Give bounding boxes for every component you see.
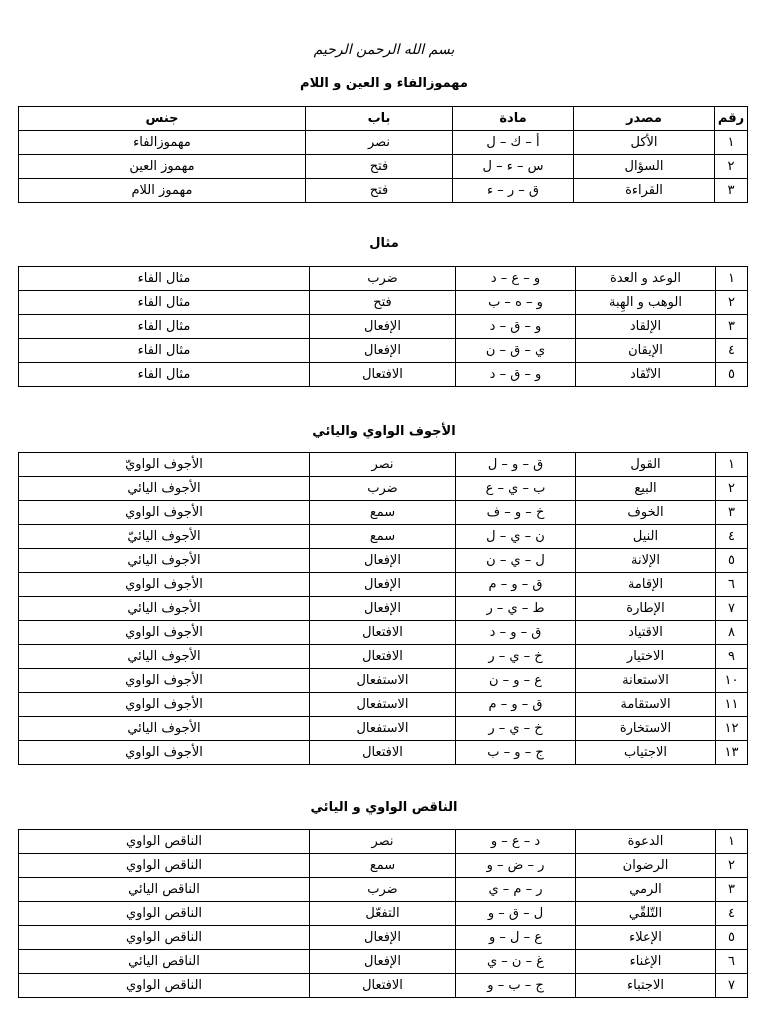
material-cell: ل – ق – و <box>456 902 576 926</box>
table-body <box>19 131 748 203</box>
table-mithal <box>18 266 748 387</box>
material-cell: ع – و – ن <box>456 669 576 693</box>
bab-cell: الافتعال <box>310 621 456 645</box>
row-number: ٢ <box>716 291 748 315</box>
bab-cell: الإفعال <box>310 926 456 950</box>
bab-cell: الاستفعال <box>310 669 456 693</box>
bab-cell: الافتعال <box>310 741 456 765</box>
table-row <box>19 291 748 315</box>
row-number: ٩ <box>716 645 748 669</box>
table-row <box>19 693 748 717</box>
genus-cell: مثال الفاء <box>19 363 310 387</box>
row-number: ٤ <box>716 339 748 363</box>
source-cell: الاستعانة <box>576 669 716 693</box>
row-number: ٨ <box>716 621 748 645</box>
table-row <box>19 950 748 974</box>
material-cell: ن – ي – ل <box>456 525 576 549</box>
material-cell: س – ء – ل <box>453 155 574 179</box>
bab-cell: سمع <box>310 854 456 878</box>
bab-cell: الافتعال <box>310 363 456 387</box>
row-number: ٥ <box>716 363 748 387</box>
row-number: ٣ <box>716 878 748 902</box>
source-cell: الدعوة <box>576 830 716 854</box>
table-row <box>19 525 748 549</box>
row-number: ١٢ <box>716 717 748 741</box>
source-cell: الاختيار <box>576 645 716 669</box>
bab-cell: الإفعال <box>310 315 456 339</box>
table-body <box>19 267 748 387</box>
row-number: ١٠ <box>716 669 748 693</box>
row-number: ٣ <box>716 315 748 339</box>
table-hamza <box>18 106 748 203</box>
material-cell: ق – و – م <box>456 573 576 597</box>
genus-cell: مثال الفاء <box>19 339 310 363</box>
genus-cell: الأجوف اليائيّ <box>19 525 310 549</box>
table-row <box>19 453 748 477</box>
row-number: ٢ <box>715 155 748 179</box>
section-title-hamza: مهموزالفاء و العين و اللام <box>300 76 468 91</box>
material-cell: ع – ل – و <box>456 926 576 950</box>
material-cell: و – ق – د <box>456 363 576 387</box>
source-cell: الرمي <box>576 878 716 902</box>
table-row <box>19 854 748 878</box>
genus-cell: مثال الفاء <box>19 315 310 339</box>
material-cell: ق – ر – ء <box>453 179 574 203</box>
row-number: ٤ <box>716 525 748 549</box>
source-cell: الاتّقاد <box>576 363 716 387</box>
row-number: ٥ <box>716 926 748 950</box>
bab-cell: الاستفعال <box>310 717 456 741</box>
material-cell: خ – و – ف <box>456 501 576 525</box>
genus-cell: الأجوف اليائي <box>19 597 310 621</box>
material-cell: و – ه – ب <box>456 291 576 315</box>
section-title-naqis: الناقص الواوي و اليائي <box>310 800 458 815</box>
material-cell: د – ع – و <box>456 830 576 854</box>
genus-cell: الناقص الواوي <box>19 926 310 950</box>
genus-cell: الأجوف اليائي <box>19 477 310 501</box>
row-number: ٣ <box>716 501 748 525</box>
material-cell: ي – ق – ن <box>456 339 576 363</box>
bab-cell: فتح <box>306 155 453 179</box>
source-cell: الاستخارة <box>576 717 716 741</box>
genus-cell: الأجوف الواوي <box>19 501 310 525</box>
table-naqis <box>18 829 748 998</box>
bab-cell: سمع <box>310 525 456 549</box>
genus-cell: مهموز العين <box>19 155 306 179</box>
table-row <box>19 131 748 155</box>
bab-cell: الإفعال <box>310 950 456 974</box>
genus-cell: الأجوف الواويّ <box>19 453 310 477</box>
row-number: ١ <box>716 267 748 291</box>
table-row <box>19 267 748 291</box>
table-body <box>19 453 748 765</box>
material-cell: ق – و – م <box>456 693 576 717</box>
material-cell: ق – و – ل <box>456 453 576 477</box>
row-number: ١ <box>716 453 748 477</box>
source-cell: القول <box>576 453 716 477</box>
table-row <box>19 974 748 998</box>
genus-cell: الأجوف الواوي <box>19 669 310 693</box>
source-cell: الإيقان <box>576 339 716 363</box>
row-number: ١ <box>716 830 748 854</box>
bab-cell: الإفعال <box>310 597 456 621</box>
row-number: ٢ <box>716 477 748 501</box>
source-cell: النيل <box>576 525 716 549</box>
table-row <box>19 902 748 926</box>
row-number: ٧ <box>716 597 748 621</box>
bab-cell: ضرب <box>310 878 456 902</box>
bab-cell: نصر <box>310 830 456 854</box>
bab-cell: الإفعال <box>310 339 456 363</box>
source-cell: الوهب و الهِبة <box>576 291 716 315</box>
genus-cell: الأجوف اليائي <box>19 717 310 741</box>
table-row <box>19 315 748 339</box>
material-cell: خ – ي – ر <box>456 717 576 741</box>
row-number: ٤ <box>716 902 748 926</box>
basmala-calligraphy: بسم الله الرحمن الرحيم <box>313 42 455 58</box>
table-row <box>19 645 748 669</box>
material-cell: ب – ي – ع <box>456 477 576 501</box>
table-row <box>19 549 748 573</box>
source-cell: الإغناء <box>576 950 716 974</box>
genus-cell: الناقص الواوي <box>19 974 310 998</box>
bab-cell: ضرب <box>310 267 456 291</box>
genus-cell: الناقص اليائي <box>19 950 310 974</box>
genus-cell: الأجوف الواوي <box>19 621 310 645</box>
genus-cell: الناقص الواوي <box>19 830 310 854</box>
source-cell: القراءة <box>574 179 715 203</box>
bab-cell: الافتعال <box>310 974 456 998</box>
genus-cell: مهموزالفاء <box>19 131 306 155</box>
genus-cell: الناقص الواوي <box>19 854 310 878</box>
table-row <box>19 363 748 387</box>
header-bab: باب <box>306 107 453 131</box>
table-row <box>19 501 748 525</box>
material-cell: ط – ي – ر <box>456 597 576 621</box>
header-material: مادة <box>453 107 574 131</box>
table-row <box>19 878 748 902</box>
bab-cell: الافتعال <box>310 645 456 669</box>
table-row <box>19 573 748 597</box>
table-row <box>19 669 748 693</box>
bab-cell: نصر <box>306 131 453 155</box>
table-row <box>19 597 748 621</box>
row-number: ٥ <box>716 549 748 573</box>
bab-cell: الإفعال <box>310 549 456 573</box>
table-ajwaf <box>18 452 748 765</box>
source-cell: التّلقّي <box>576 902 716 926</box>
section-title-ajwaf: الأجوف الواوي واليائي <box>312 424 456 439</box>
genus-cell: الأجوف الواوي <box>19 693 310 717</box>
table-row <box>19 339 748 363</box>
genus-cell: مهموز اللام <box>19 179 306 203</box>
genus-cell: الناقص اليائي <box>19 878 310 902</box>
material-cell: أ – ك – ل <box>453 131 574 155</box>
material-cell: ق – و – د <box>456 621 576 645</box>
genus-cell: مثال الفاء <box>19 267 310 291</box>
material-cell: و – ق – د <box>456 315 576 339</box>
bab-cell: ضرب <box>310 477 456 501</box>
source-cell: الإلانة <box>576 549 716 573</box>
source-cell: الإقامة <box>576 573 716 597</box>
table-body <box>19 830 748 998</box>
bab-cell: الاستفعال <box>310 693 456 717</box>
table-row <box>19 477 748 501</box>
bab-cell: فتح <box>310 291 456 315</box>
table-row <box>19 717 748 741</box>
table-row <box>19 926 748 950</box>
table-row <box>19 179 748 203</box>
bab-cell: فتح <box>306 179 453 203</box>
row-number: ١٣ <box>716 741 748 765</box>
source-cell: الرضوان <box>576 854 716 878</box>
source-cell: الخوف <box>576 501 716 525</box>
genus-cell: الأجوف اليائي <box>19 645 310 669</box>
source-cell: الإلقاد <box>576 315 716 339</box>
genus-cell: الأجوف الواوي <box>19 741 310 765</box>
bab-cell: سمع <box>310 501 456 525</box>
row-number: ١ <box>715 131 748 155</box>
source-cell: الوعد و العدة <box>576 267 716 291</box>
material-cell: غ – ن – ي <box>456 950 576 974</box>
source-cell: الأكل <box>574 131 715 155</box>
material-cell: ج – ب – و <box>456 974 576 998</box>
genus-cell: الناقص الواوي <box>19 902 310 926</box>
source-cell: الاستقامة <box>576 693 716 717</box>
row-number: ٦ <box>716 950 748 974</box>
genus-cell: الأجوف الواوي <box>19 573 310 597</box>
section-title-mithal: مثال <box>369 236 399 251</box>
row-number: ١١ <box>716 693 748 717</box>
source-cell: الاجتياب <box>576 741 716 765</box>
table-header-row <box>19 107 748 131</box>
row-number: ٢ <box>716 854 748 878</box>
table-row <box>19 741 748 765</box>
header-genus: جنس <box>19 107 306 131</box>
bab-cell: الإفعال <box>310 573 456 597</box>
source-cell: الإعلاء <box>576 926 716 950</box>
row-number: ٧ <box>716 974 748 998</box>
material-cell: ج – و – ب <box>456 741 576 765</box>
source-cell: الاقتياد <box>576 621 716 645</box>
material-cell: ل – ي – ن <box>456 549 576 573</box>
genus-cell: الأجوف اليائي <box>19 549 310 573</box>
material-cell: ر – ض – و <box>456 854 576 878</box>
header-num: رقم <box>715 107 748 131</box>
source-cell: الاجتباء <box>576 974 716 998</box>
table-row <box>19 621 748 645</box>
source-cell: السؤال <box>574 155 715 179</box>
table-row <box>19 830 748 854</box>
genus-cell: مثال الفاء <box>19 291 310 315</box>
table-row <box>19 155 748 179</box>
material-cell: ر – م – ي <box>456 878 576 902</box>
source-cell: الإطارة <box>576 597 716 621</box>
material-cell: خ – ي – ر <box>456 645 576 669</box>
source-cell: البيع <box>576 477 716 501</box>
material-cell: و – ع – د <box>456 267 576 291</box>
header-source: مصدر <box>574 107 715 131</box>
row-number: ٦ <box>716 573 748 597</box>
row-number: ٣ <box>715 179 748 203</box>
bab-cell: نصر <box>310 453 456 477</box>
bab-cell: التفعّل <box>310 902 456 926</box>
